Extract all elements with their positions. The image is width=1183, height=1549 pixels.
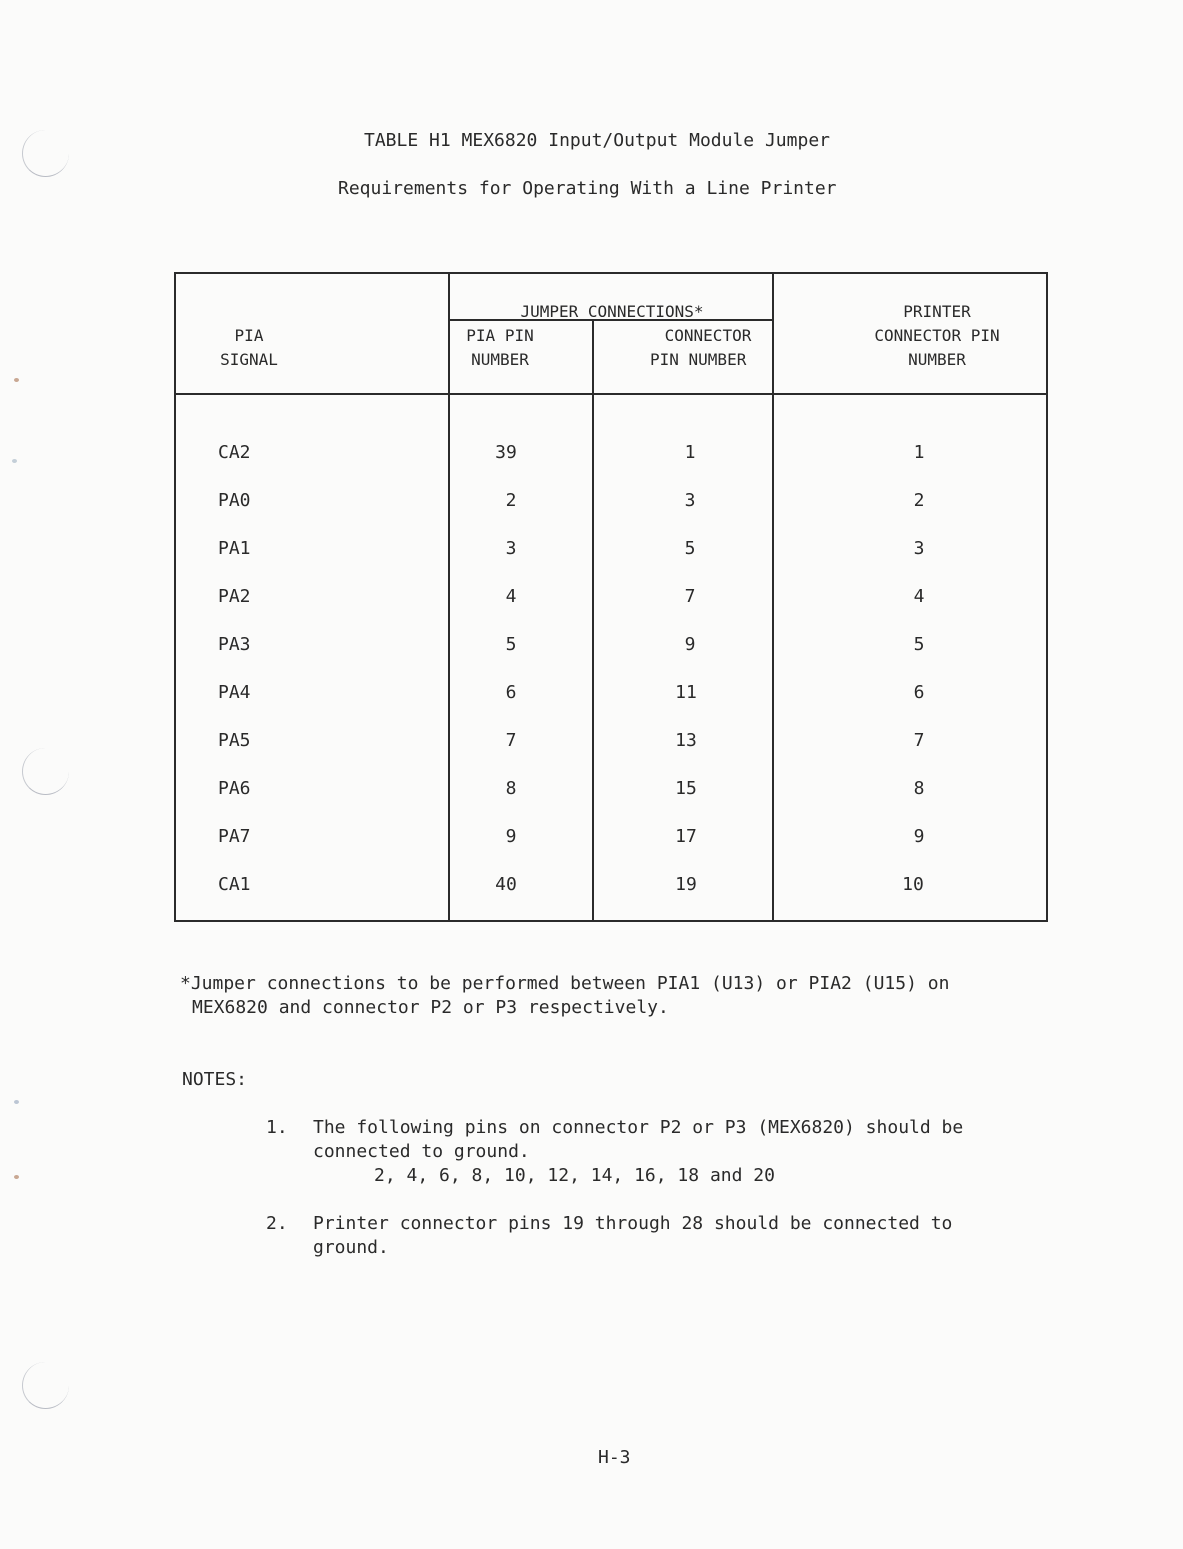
header-pia-pin-line-2: NUMBER (471, 350, 529, 369)
pia-pin-cell: 3 (505, 538, 517, 559)
note-text-line-2: ground. (313, 1237, 389, 1258)
table-title-line-1: TABLE H1 MEX6820 Input/Output Module Jumper (364, 130, 830, 151)
pia-pin-cell: 5 (505, 634, 517, 655)
column-divider-1 (448, 272, 450, 922)
header-connector-pin-line-2: PIN NUMBER (650, 350, 747, 369)
header-pia-signal-line-1: PIA (234, 326, 264, 345)
connector-pin-cell: 19 (675, 874, 697, 895)
connector-pin-cell: 7 (684, 586, 696, 607)
header-jumper-connections: JUMPER CONNECTIONS* (520, 302, 704, 321)
printer-pin-cell: 5 (913, 634, 925, 655)
note-text-line-1: The following pins on connector P2 or P3 (MEX6820) should be (313, 1117, 964, 1138)
pia-signal-cell: PA3 (218, 634, 251, 655)
pia-signal-cell: PA1 (218, 538, 251, 559)
table-top-border (176, 272, 1048, 274)
printer-pin-cell: 9 (913, 826, 925, 847)
header-pia-signal-line-2: SIGNAL (220, 350, 278, 369)
pia-pin-cell: 4 (505, 586, 517, 607)
paper-speck (14, 1175, 19, 1179)
punch-hole-mark (22, 748, 69, 795)
printer-pin-cell: 10 (902, 874, 924, 895)
header-printer-line-3: NUMBER (908, 350, 966, 369)
paper-speck (12, 459, 17, 463)
table-bottom-border (174, 920, 1047, 922)
pia-signal-cell: PA4 (218, 682, 251, 703)
footnote-line-2: MEX6820 and connector P2 or P3 respectively. (192, 997, 669, 1018)
pia-signal-cell: PA0 (218, 490, 251, 511)
note-number: 1. (266, 1117, 288, 1138)
header-pia-pin-number (452, 324, 548, 372)
header-pia-signal (178, 324, 320, 372)
printer-pin-cell: 3 (913, 538, 925, 559)
punch-hole-mark (22, 1362, 69, 1409)
pia-signal-cell: CA1 (218, 874, 251, 895)
page-number: H-3 (598, 1447, 631, 1468)
connector-pin-cell: 11 (675, 682, 697, 703)
table-left-border (174, 272, 176, 922)
note-text-line-1: Printer connector pins 19 through 28 should be connected to (313, 1213, 953, 1234)
pia-pin-cell: 9 (505, 826, 517, 847)
paper-speck (14, 1100, 19, 1104)
header-printer-connector-pin (776, 300, 1098, 372)
note-pin-list: 2, 4, 6, 8, 10, 12, 14, 16, 18 and 20 (374, 1165, 775, 1186)
footnote-line-1: *Jumper connections to be performed between PIA1 (U13) or PIA2 (U15) on (180, 973, 950, 994)
header-bottom-border (176, 393, 1048, 395)
connector-pin-cell: 9 (684, 634, 696, 655)
column-divider-2 (592, 320, 594, 922)
pia-signal-cell: PA6 (218, 778, 251, 799)
connector-pin-cell: 3 (684, 490, 696, 511)
printer-pin-cell: 7 (913, 730, 925, 751)
pia-pin-cell: 2 (505, 490, 517, 511)
pia-signal-cell: CA2 (218, 442, 251, 463)
note-text-line-2: connected to ground. (313, 1141, 530, 1162)
pia-pin-cell: 40 (495, 874, 517, 895)
paper-speck (14, 378, 19, 382)
column-divider-3 (772, 272, 774, 922)
header-connector-pin-line-1: CONNECTOR (664, 326, 752, 345)
notes-heading: NOTES: (182, 1069, 248, 1090)
printer-pin-cell: 1 (913, 442, 925, 463)
printer-pin-cell: 8 (913, 778, 925, 799)
connector-pin-cell: 5 (684, 538, 696, 559)
pia-pin-cell: 8 (505, 778, 517, 799)
header-connector-pin-number (636, 324, 772, 372)
note-number: 2. (266, 1213, 288, 1234)
header-printer-line-2: CONNECTOR PIN (874, 326, 1000, 345)
printer-pin-cell: 2 (913, 490, 925, 511)
pia-signal-cell: PA5 (218, 730, 251, 751)
pia-pin-cell: 39 (495, 442, 517, 463)
pia-pin-cell: 6 (505, 682, 517, 703)
pia-signal-cell: PA7 (218, 826, 251, 847)
printer-pin-cell: 6 (913, 682, 925, 703)
header-printer-line-1: PRINTER (903, 302, 971, 321)
connector-pin-cell: 15 (675, 778, 697, 799)
pia-pin-cell: 7 (505, 730, 517, 751)
header-pia-pin-line-1: PIA PIN (466, 326, 534, 345)
pia-signal-cell: PA2 (218, 586, 251, 607)
punch-hole-mark (22, 130, 69, 177)
connector-pin-cell: 17 (675, 826, 697, 847)
printer-pin-cell: 4 (913, 586, 925, 607)
connector-pin-cell: 13 (675, 730, 697, 751)
connector-pin-cell: 1 (684, 442, 696, 463)
table-title-line-2: Requirements for Operating With a Line Printer (338, 178, 837, 199)
